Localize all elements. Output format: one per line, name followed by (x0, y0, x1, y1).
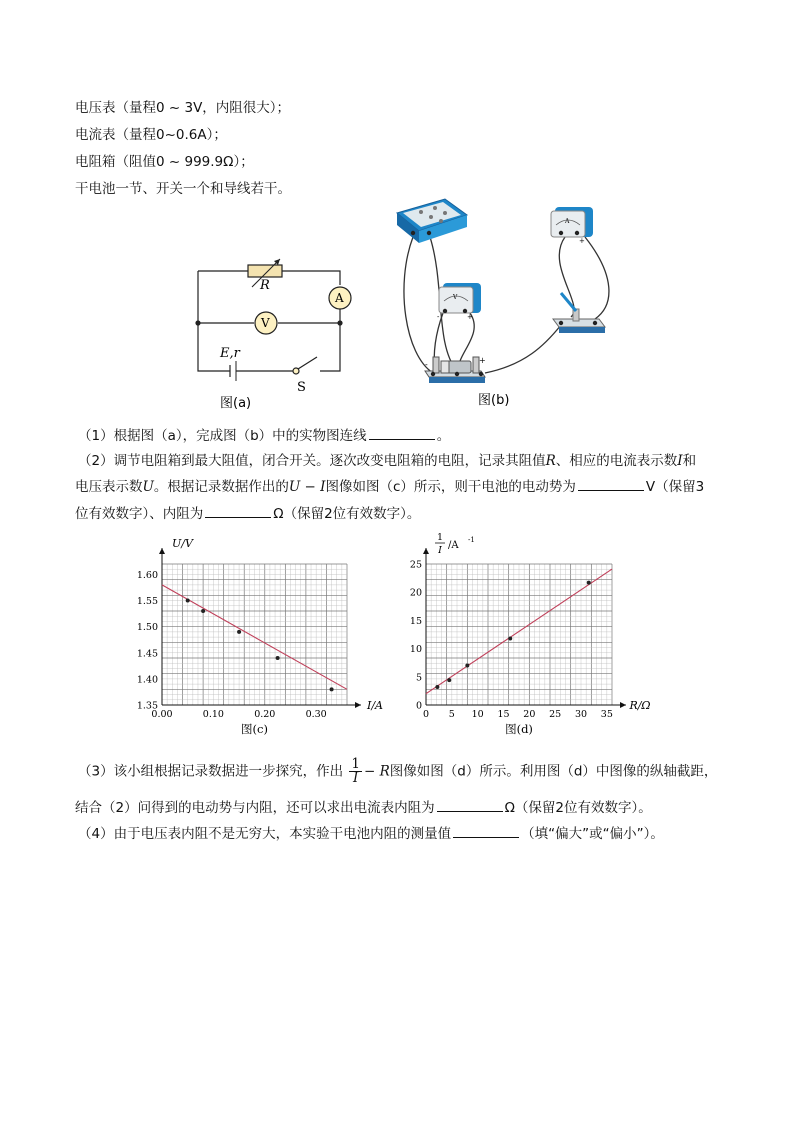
material-battery-switch: 干电池一节、开关一个和导线若干。 (75, 181, 291, 197)
chart-c-y-tick-label: 1.50 (136, 622, 158, 634)
question-2-line-1 (78, 449, 696, 469)
chart-d-data-point (447, 678, 451, 682)
chart-d-y-label-unit: /A (448, 540, 459, 551)
chart-d-x-tick-label: 30 (574, 709, 588, 720)
q4-answer-blank[interactable] (453, 825, 519, 838)
q3-text-1: （3）该小组根据记录数据进一步探究，作出 (78, 763, 344, 780)
voltmeter (437, 283, 481, 321)
question-1 (78, 424, 450, 444)
battery-plus: + (479, 356, 486, 365)
chart-d-x-tick-label: 5 (448, 709, 455, 720)
chart-c-data-point (201, 609, 205, 613)
chart-c-y-tick-label: 1.40 (136, 674, 158, 686)
chart-c-data-point (237, 630, 241, 634)
q3-var-R: − R (363, 763, 390, 780)
q3-text-2: 图像如图（d）所示。利用图（d）中图像的纵轴截距， (389, 763, 718, 780)
q1-text: （1）根据图（a），完成图（b）中的实物图连线 (78, 428, 367, 444)
chart-d-data-point (465, 664, 469, 668)
q2-emf-blank[interactable] (578, 478, 644, 491)
voltmeter-label: V (453, 294, 458, 301)
chart-d-y-tick-label: 5 (415, 672, 422, 684)
chart-c-x-tick-label: 0.30 (305, 709, 327, 720)
q3-frac-num: 1 (351, 756, 360, 772)
q4-text-2: （填“偏大”或“偏小”）。 (521, 826, 664, 842)
q2-var-U: U (142, 479, 154, 495)
battery-holder (425, 356, 486, 383)
charts-area (110, 530, 670, 735)
chart-c-y-tick-label: 1.55 (136, 596, 158, 608)
chart-d-x-tick-label: 35 (600, 709, 613, 720)
q3-ammeter-resistance-blank[interactable] (437, 799, 503, 812)
chart-c-y-tick-label: 1.60 (136, 569, 158, 581)
material-resistance-box: 电阻箱（阻值0 ~ 999.9Ω）； (75, 154, 254, 170)
q3-text-4: Ω（保留2位有效数字）。 (504, 800, 652, 816)
q4-text-1: （4）由于电压表内阻不是无穷大，本实验干电池内阻的测量值 (78, 826, 452, 842)
chart-c-grid (162, 564, 347, 705)
chart-d-data-point (435, 685, 439, 689)
caption-b: 图(b) (478, 393, 510, 408)
chart-d-x-label: R/Ω (629, 699, 651, 712)
physical-diagram-b (385, 195, 615, 410)
chart-c-x-label: I/A (367, 699, 383, 712)
chart-c-y-tick-label: 1.45 (136, 648, 158, 660)
chart-c-x-tick-label: 0.10 (202, 709, 224, 720)
q3-text-3: 结合（2）问得到的电动势与内阻，还可以求出电流表内阻为 (75, 800, 435, 816)
chart-d-x-tick-label: 15 (497, 709, 510, 720)
q3-fraction (349, 758, 362, 785)
chart-c-data-point (186, 599, 190, 603)
q2-var-R: R (545, 453, 556, 469)
q2-resistance-blank[interactable] (205, 505, 271, 518)
chart-d-x-tick-label: 10 (471, 709, 484, 720)
q1-answer-blank[interactable] (369, 427, 435, 440)
chart-c-x-tick-label: 0.00 (151, 709, 173, 720)
question-3-line-1 (78, 758, 717, 785)
voltmeter-minus: - (437, 313, 440, 321)
chart-d-x-tick-label: 25 (549, 709, 562, 720)
chart-d-y-label-num: 1 (436, 532, 444, 543)
q2-text-3: 和 (682, 453, 697, 469)
circuit-diagram-a (180, 255, 370, 415)
chart-c-caption: 图(c) (241, 722, 268, 735)
chart-c-data-point (276, 656, 280, 660)
battery-label: E,r (220, 346, 240, 361)
q2-text-4: 电压表示数 (75, 479, 143, 495)
chart-c-y-arrow (159, 548, 165, 554)
q1-end: 。 (436, 428, 451, 444)
q2-text-7: V（保留3 (645, 479, 705, 495)
q2-text-6: 图像如图（c）所示，则干电池的电动势为 (325, 479, 576, 495)
question-4 (78, 822, 664, 842)
chart-d-grid (426, 564, 612, 705)
chart-c-x-tick-label: 0.20 (254, 709, 276, 720)
chart-d-y-tick-label: 10 (409, 644, 422, 656)
chart-d-caption: 图(d) (505, 722, 533, 735)
voltmeter-plus: + (467, 313, 473, 321)
chart-d-y-label-den: I (438, 545, 442, 556)
chart-c-data-point (330, 687, 334, 691)
chart-d-x-tick-label: 20 (523, 709, 536, 720)
q2-text-1: （2）调节电阻箱到最大阻值，闭合开关。逐次改变电阻箱的电阻，记录其阻值 (78, 453, 546, 469)
switch (553, 293, 605, 333)
chart-d-y-tick-label: 0 (415, 700, 422, 712)
switch-label: S (297, 380, 306, 395)
chart-d-y-tick-label: 20 (409, 587, 422, 599)
q2-text-2: 、相应的电流表示数 (555, 453, 678, 469)
question-3-line-2 (75, 796, 652, 816)
q2-text-8: 位有效数字）、内阻为 (75, 506, 204, 522)
caption-a: 图(a) (220, 396, 252, 411)
chart-c-y-label: U/V (172, 537, 193, 550)
resistor-label: R (260, 278, 270, 293)
q2-text-9: Ω（保留2位有效数字）。 (273, 506, 421, 522)
q2-var-UI: U − I (288, 479, 326, 495)
ammeter-label: A (565, 218, 570, 225)
chart-c-x-arrow (355, 702, 361, 708)
resistance-box (397, 199, 467, 243)
question-2-line-2 (75, 475, 704, 495)
chart-d-x-arrow (620, 702, 626, 708)
voltmeter-symbol-label: V (261, 316, 270, 330)
q2-var-I: I (677, 453, 683, 469)
chart-d-y-label-exp: -1 (468, 536, 475, 544)
chart-d-data-point (508, 636, 512, 640)
chart-d-y-arrow (423, 548, 429, 554)
q3-frac-den: I (353, 770, 359, 786)
battery-minus: - (425, 360, 428, 369)
material-ammeter: 电流表（量程0~0.6A）； (75, 127, 227, 143)
chart-d-data-point (587, 581, 591, 585)
material-voltmeter: 电压表（量程0 ~ 3V，内阻很大）； (75, 100, 291, 116)
chart-d-y-tick-label: 25 (409, 559, 422, 571)
chart-d-y-tick-label: 15 (409, 615, 422, 627)
question-2-line-3 (75, 502, 420, 522)
ammeter-symbol-label: A (335, 291, 344, 305)
q2-text-5: 。根据记录数据作出的 (153, 479, 289, 495)
chart-d-x-tick-label: 0 (422, 709, 430, 720)
ammeter-plus: + (579, 237, 585, 245)
chart-c-y-tick-label: 1.35 (136, 700, 158, 712)
